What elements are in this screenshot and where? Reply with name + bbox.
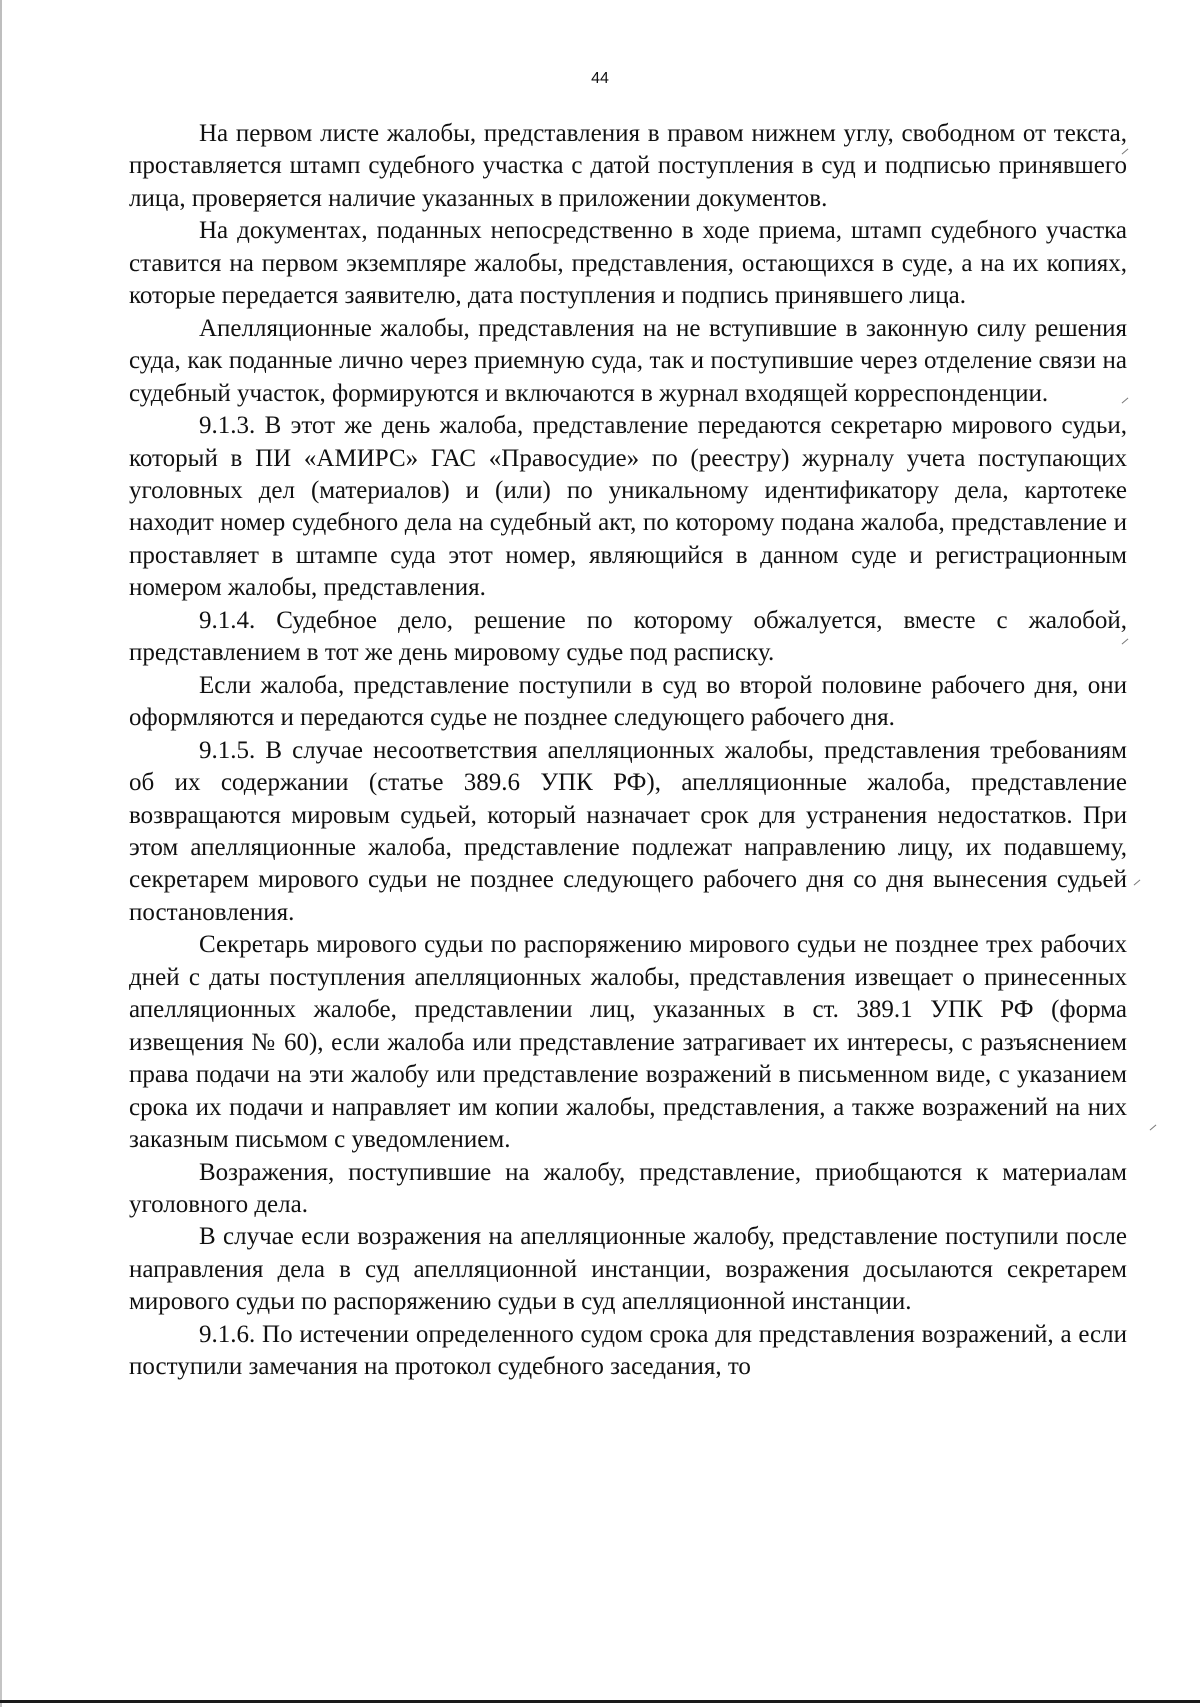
paragraph-9-1-5: 9.1.5. В случае несоответствия апелляционных жалобы, представления требованиям об их содержании (статье 389.6 УПК РФ), апелляционные жалоба, представление возвращаются мировым судьей, который назначает срок для устранения недостатков. При этом апелляционные жалоба, представление подлежат направлению лицу, их подавшему, секретарем мирового судьи не позднее следующего рабочего дня со дня вынесения судьей постановления. <box>129 736 1127 926</box>
paragraph-documents-stamp: На документах, поданных непосредственно в ходе приема, штамп судебного участка ставится на первом экземпляре жалобы, представления, остающихся в суде, а на их копиях, которые передается заявителю, дата поступления и подпись принявшего лица. <box>129 217 1127 310</box>
paragraph-9-1-6: 9.1.6. По истечении определенного судом срока для представления возражений, а если поступили замечания на протокол судебного заседания, то <box>129 1320 1127 1381</box>
scan-left-edge <box>0 0 2 1707</box>
paragraph-appeal-registration: Апелляционные жалобы, представления на не вступившие в законную силу решения суда, как поданные лично через приемную суда, так и поступившие через отделение связи на судебный участок, формируются и включаются в журнал входящей корреспонденции. <box>129 314 1127 407</box>
page-number: 44 <box>591 70 609 87</box>
paragraph-secretary-notice: Секретарь мирового судьи по распоряжению мирового судьи не позднее трех рабочих дней с даты поступления апелляционных жалобы, представления извещает о принесенных апелляционных жалобе, представлении лиц, указанных в ст. 389.1 УПК РФ (форма извещения № 60), если жалоба или представление затрагивает их интересы, с разъяснением права подачи на эти жалобу или представление возражений в письменном виде, с указанием срока их подачи и направляет им копии жалобы, представления, а также возражений на них заказным письмом с уведомлением. <box>129 931 1127 1154</box>
paragraph-second-half-day: Если жалоба, представление поступили в суд во второй половине рабочего дня, они оформляются и передаются судье не позднее следующего рабочего дня. <box>129 671 1127 732</box>
document-body <box>129 118 1127 1384</box>
paragraph-9-1-3: 9.1.3. В этот же день жалоба, представление передаются секретарю мирового судьи, который в ПИ «АМИРС» ГАС «Правосудие» по (реестру) журналу учета поступающих уголовных дел (материалов) и (или) по уникальному идентификатору дела, картотеке находит номер судебного дела на судебный акт, по которому подана жалоба, представление и проставляет в штампе суда этот номер, являющийся в данном суде и регистрационным номером жалобы, представления. <box>129 412 1127 602</box>
paragraph-late-objections: В случае если возражения на апелляционные жалобу, представление поступили после направления дела в суд апелляционной инстанции, возражения досылаются секретарем мирового судьи по распоряжению судьи в суд апелляционной инстанции. <box>129 1223 1127 1316</box>
margin-tick-mark <box>1134 880 1141 886</box>
paragraph-stamp-first-sheet: На первом листе жалобы, представления в правом нижнем углу, свободном от текста, проставляется штамп судебного участка с датой поступления в суд и подписью принявшего лица, проверяется наличие указанных в приложении документов. <box>129 120 1127 212</box>
margin-tick-mark <box>1150 1125 1157 1131</box>
paragraph-9-1-4: 9.1.4. Судебное дело, решение по которому обжалуется, вместе с жалобой, представлением в тот же день мировому судье под расписку. <box>129 606 1127 667</box>
scan-bottom-edge <box>0 1700 1200 1703</box>
paragraph-objections-attached: Возражения, поступившие на жалобу, представление, приобщаются к материалам уголовного дела. <box>129 1158 1127 1218</box>
